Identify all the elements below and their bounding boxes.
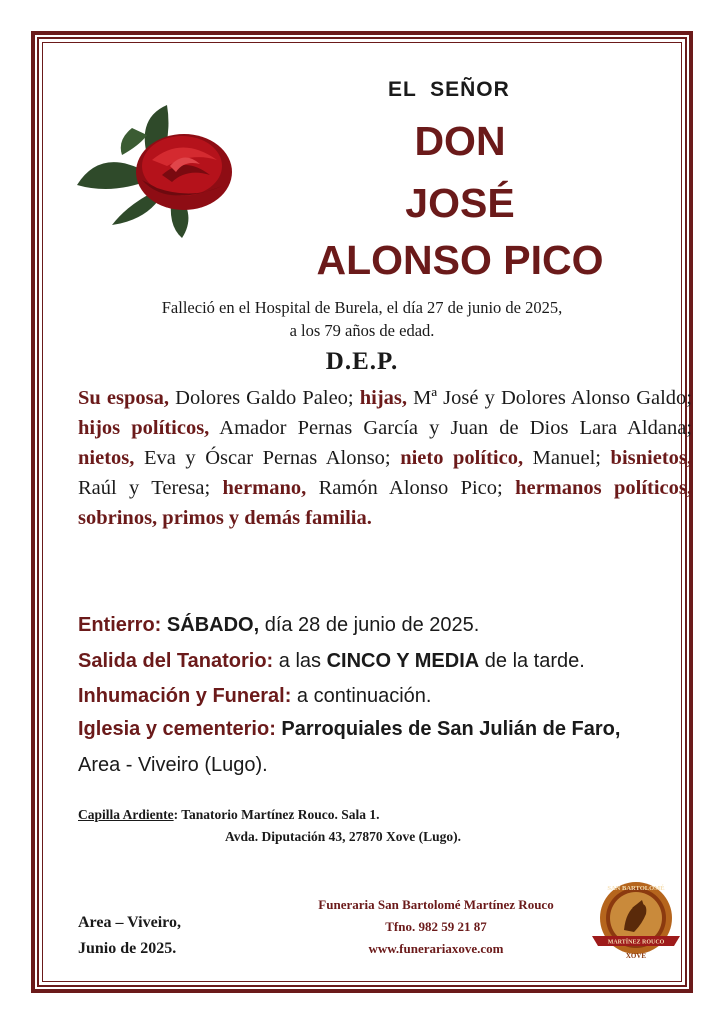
death-notice-line-1: Falleció en el Hospital de Burela, el día 27 de junio de 2025, bbox=[161, 298, 563, 317]
place-date bbox=[78, 910, 181, 962]
place-line: Area – Viveiro, bbox=[78, 914, 181, 931]
funeral-home-phone: Tfno. 982 59 21 87 bbox=[385, 919, 487, 934]
logo-bottom-text: XOVE bbox=[625, 952, 647, 960]
deceased-name-line-1: DON bbox=[414, 118, 506, 164]
interment-label: Inhumación y Funeral: bbox=[78, 685, 292, 707]
relation-names: Manuel; bbox=[523, 447, 611, 469]
chapel-info bbox=[78, 804, 461, 848]
burial-line bbox=[78, 614, 698, 637]
relation-label: Su esposa, bbox=[78, 387, 170, 409]
relation-names: Dolores Galdo Paleo; bbox=[169, 387, 360, 409]
departure-label: Salida del Tanatorio: bbox=[78, 650, 274, 672]
chapel-label: Capilla Ardiente bbox=[78, 807, 174, 822]
departure-time: CINCO Y MEDIA bbox=[326, 650, 480, 672]
relation-label: bisnietos, bbox=[610, 447, 692, 469]
relation-names: Mª José y Dolores Alonso Galdo; bbox=[407, 387, 692, 409]
funeral-home-name: Funeraria San Bartolomé Martínez Rouco bbox=[318, 897, 554, 912]
interment-value: a continuación. bbox=[291, 685, 432, 707]
church-location: Area - Viveiro (Lugo). bbox=[78, 754, 268, 776]
header-title: EL SEÑOR bbox=[388, 78, 510, 101]
interment-line bbox=[78, 685, 698, 708]
deceased-name-line-2: JOSÉ bbox=[405, 180, 515, 226]
relation-label: hijas, bbox=[359, 387, 408, 409]
church-value: Parroquiales de San Julián de Faro, bbox=[275, 718, 621, 740]
chapel-value: : Tanatorio Martínez Rouco. Sala 1. bbox=[173, 807, 380, 822]
death-notice bbox=[60, 296, 664, 342]
departure-post: de la tarde. bbox=[479, 650, 585, 672]
burial-day: SÁBADO, bbox=[166, 614, 260, 636]
date-line: Junio de 2025. bbox=[78, 940, 177, 957]
church-label: Iglesia y cementerio: bbox=[78, 718, 276, 740]
relation-names: Amador Pernas García y Juan de Dios Lara Aldana; bbox=[209, 417, 692, 439]
burial-label: Entierro: bbox=[78, 614, 162, 636]
burial-date: día 28 de junio de 2025. bbox=[259, 614, 480, 636]
deceased-name-line-3: ALONSO PICO bbox=[316, 237, 604, 283]
relation-label: hijos políticos, bbox=[78, 417, 210, 439]
logo-top-text: SAN BARTOLOMÉ bbox=[607, 885, 665, 892]
relation-names: Ramón Alonso Pico; bbox=[306, 477, 516, 499]
departure-pre: a las bbox=[273, 650, 327, 672]
relation-label: hermano, bbox=[222, 477, 307, 499]
family-paragraph bbox=[78, 383, 692, 533]
chapel-address: Avda. Diputación 43, 27870 Xove (Lugo). bbox=[225, 829, 462, 844]
rose-icon bbox=[72, 100, 242, 240]
death-notice-line-2: a los 79 años de edad. bbox=[289, 321, 435, 340]
relation-label: nietos, bbox=[78, 447, 135, 469]
church-line bbox=[78, 718, 698, 741]
funeral-home-website[interactable]: www.funerariaxove.com bbox=[368, 941, 504, 956]
relation-names: Raúl y Teresa; bbox=[78, 477, 223, 499]
funeraria-logo-icon bbox=[586, 880, 686, 964]
logo-ribbon-text: MARTÍNEZ ROUCO bbox=[607, 939, 665, 946]
relation-names: Eva y Óscar Pernas Alonso; bbox=[134, 447, 401, 469]
relation-label: nieto político, bbox=[400, 447, 524, 469]
funeral-home-info bbox=[288, 894, 584, 960]
relation-label: hermanos políticos, sobrinos, primos y demás familia. bbox=[78, 477, 692, 529]
departure-line bbox=[78, 650, 698, 673]
dep-heading: D.E.P. bbox=[325, 348, 399, 375]
